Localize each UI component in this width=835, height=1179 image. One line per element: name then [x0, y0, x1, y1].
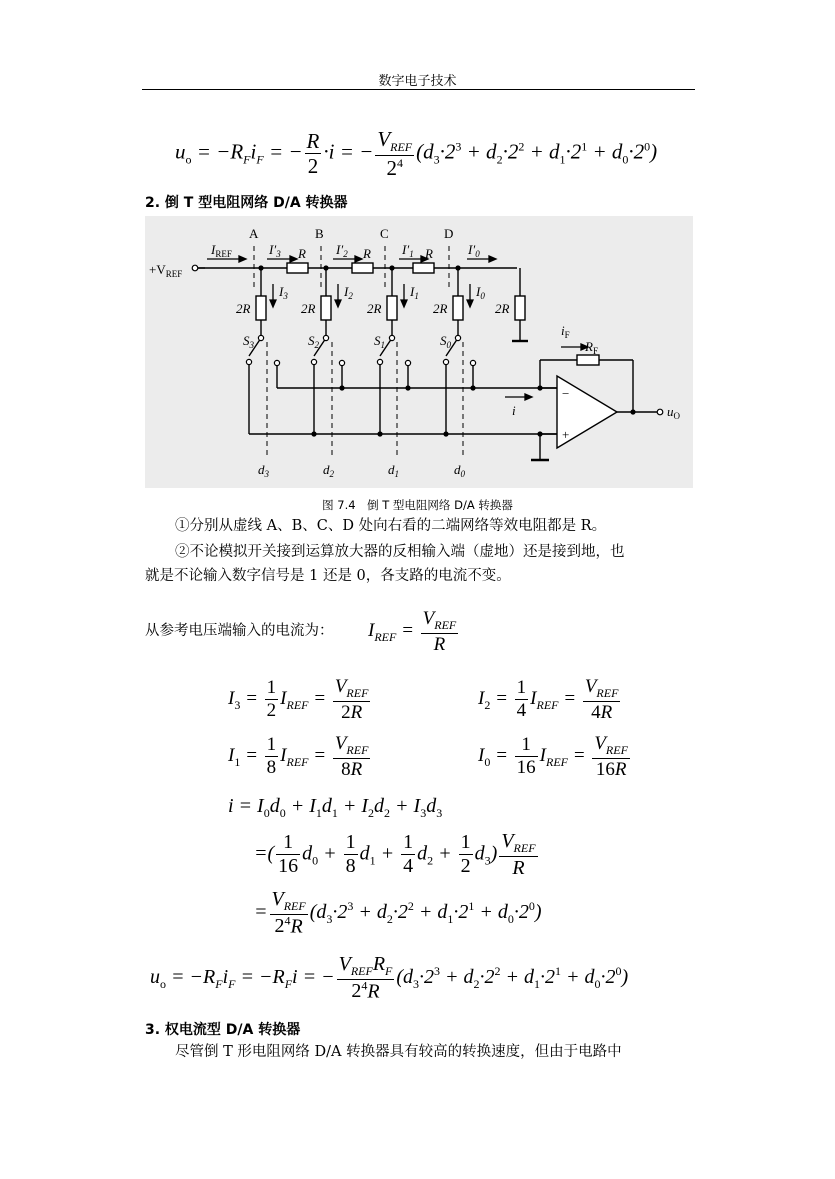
header-rule — [142, 89, 695, 90]
node-b: B — [315, 226, 324, 241]
section-title-inverted-t: 2. 倒 T 型电阻网络 D/A 转换器 — [145, 195, 348, 211]
opamp-plus: + — [562, 427, 570, 442]
label-vref: $+V_{REF}$ — [149, 262, 183, 279]
svg-text:d1: $d_1$ — [388, 462, 399, 479]
svg-text:I2: $I_2$ — [344, 284, 353, 301]
label-uo: $u_O$ — [667, 404, 680, 421]
equation-uo-top: $u_o = -R_Fi_F$ = − $\frac{R}{2}$ ·i = − $\frac{V_{REF}}{2^4}$ $(d_3\cdot 2^3 + d_2\cdot 2^2 + d_1\cdot 2^1 + d_0\cdot 2^0)$ — [175, 127, 658, 180]
svg-text:d0: $d_0$ — [454, 462, 465, 479]
paragraph-switch-line1: ②不论模拟开关接到运算放大器的反相输入端（虚地）还是接到地，也 — [175, 544, 625, 560]
label-r-3: R — [425, 246, 433, 261]
svg-text:S3: $S_3$ — [243, 333, 254, 350]
node-d: D — [444, 226, 454, 241]
paragraph-equivalent-resistance: ①分别从虚线 A、B、C、D 处向右看的二端网络等效电阻都是 R。 — [175, 518, 607, 534]
equation-i-binary: = $\frac{V_{REF}}{2^4R}$ $(d_3\cdot 2^3 + d_2\cdot 2^2 + d_1\cdot 2^1 + d_0\cdot 2^0)$ — [254, 888, 542, 938]
svg-text:d2: $d_2$ — [323, 462, 334, 479]
node-c: C — [380, 226, 389, 241]
circuit-figure — [145, 216, 693, 488]
opamp-minus: − — [562, 386, 570, 401]
node-a: A — [249, 226, 259, 241]
equation-i2: $I_2$ = $\frac{1}{4}$ $I_{REF}$ = $\frac{V_{REF}}{4R}$ — [478, 676, 619, 723]
equation-i1: $I_1$ = $\frac{1}{8}$ $I_{REF}$ = $\frac{V_{REF}}{8R}$ — [228, 733, 369, 780]
equation-uo-final: $u_o = -R_Fi_F = -R_Fi$ = − $\frac{V_{REF}R_F}{2^4R}$ $(d_3\cdot 2^3 + d_2\cdot 2^2 + d_1\cdot 2^1 + d_0\cdot 2^0)$ — [150, 953, 629, 1003]
svg-text:I′0: $I'_0$ — [468, 242, 480, 259]
equation-iref: $I_{REF}$ = $\frac{V_{REF}}{R}$ — [368, 608, 457, 655]
section-title-weighted-current: 3. 权电流型 D/A 转换器 — [145, 1022, 301, 1038]
svg-text:I3: $I_3$ — [279, 284, 288, 301]
svg-text:I1: $I_1$ — [410, 284, 419, 301]
label-if: $i_F$ — [561, 323, 570, 340]
paragraph-weighted-current: 尽管倒 T 形电阻网络 D/A 转换器具有较高的转换速度，但由于电路中 — [175, 1044, 622, 1060]
label-i: i — [512, 403, 516, 418]
svg-text:S1: $S_1$ — [374, 333, 385, 350]
label-2r-3: 2R — [236, 301, 251, 316]
paragraph-input-current: 从参考电压端输入的电流为： — [145, 623, 334, 639]
page-header-title: 数字电子技术 — [378, 74, 457, 89]
svg-text:I′1: $I'_1$ — [402, 242, 414, 259]
equation-i-sum: $i = I_0d_0 + I_1d_1 + I_2d_2 + I_3d_3$ — [228, 795, 443, 820]
svg-text:I′2: $I'_2$ — [336, 242, 348, 259]
label-2r-1: 2R — [367, 301, 382, 316]
equation-i3: $I_3$ = $\frac{1}{2}$ $I_{REF}$ = $\frac{V_{REF}}{2R}$ — [228, 676, 369, 723]
label-r-1: R — [298, 246, 306, 261]
svg-text:I0: $I_0$ — [476, 284, 485, 301]
label-2r-0: 2R — [433, 301, 448, 316]
label-2r-2: 2R — [301, 301, 316, 316]
circuit-diagram — [145, 216, 693, 488]
paragraph-switch-line2: 就是不论输入数字信号是 1 还是 0，各支路的电流不变。 — [145, 568, 511, 584]
equation-i0: $I_0$ = $\frac{1}{16}$ $I_{REF}$ = $\frac{V_{REF}}{16R}$ — [478, 733, 628, 780]
figure-caption: 图 7.4 倒 T 型电阻网络 D/A 转换器 — [322, 498, 513, 512]
svg-text:I′3: $I'_3$ — [269, 242, 281, 259]
label-r-2: R — [363, 246, 371, 261]
label-2r-term: 2R — [495, 301, 510, 316]
equation-i-fraction: =( $\frac{1}{16}$ $d_0$ + $\frac{1}{8}$ $d_1$ + $\frac{1}{4}$ $d_2$ + $\frac{1}{2}$ $d_3$) $\frac{V_{REF}}{R}$ — [254, 830, 536, 879]
label-rf: $R_F$ — [585, 339, 598, 356]
svg-text:S2: $S_2$ — [308, 333, 319, 350]
svg-text:d3: $d_3$ — [258, 462, 269, 479]
svg-text:S0: $S_0$ — [440, 333, 451, 350]
label-iref: $I_{REF}$ — [211, 242, 232, 259]
